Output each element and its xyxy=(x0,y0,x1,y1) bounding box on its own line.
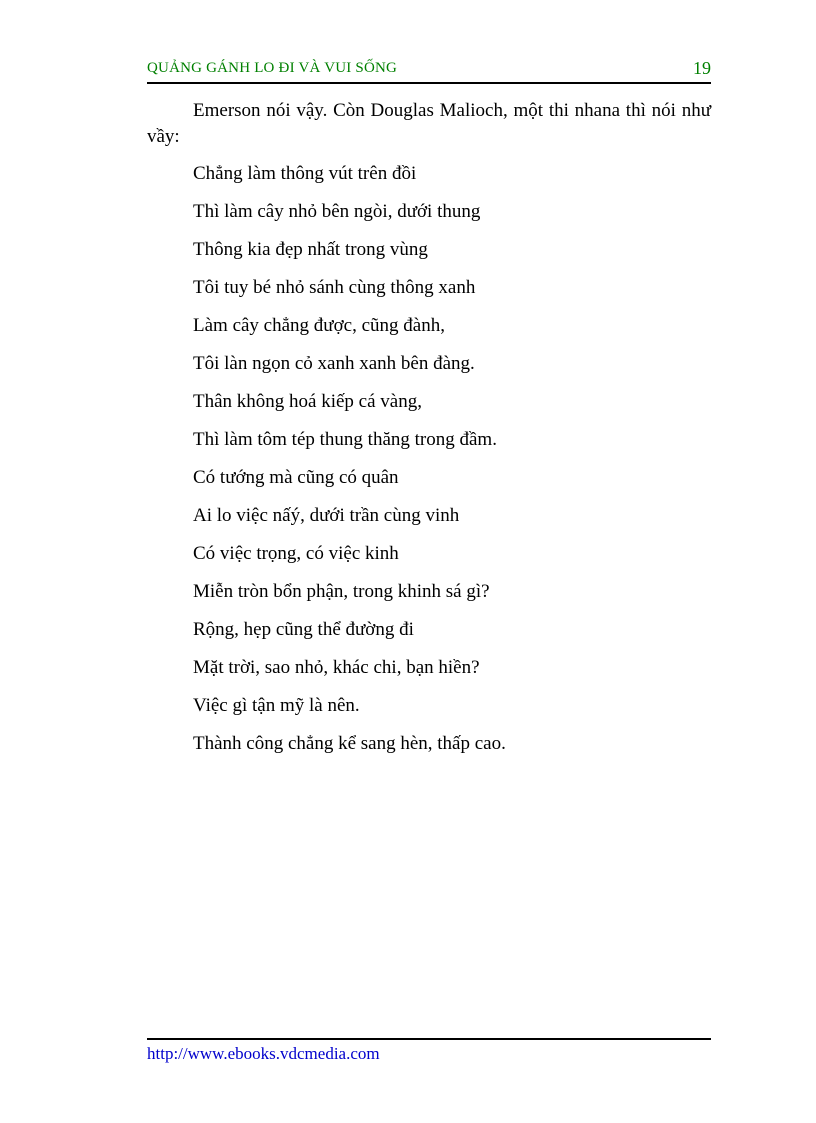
poem-line: Thông kia đẹp nhất trong vùng xyxy=(193,239,428,260)
poem-line: Có tướng mà cũng có quân xyxy=(193,467,399,488)
poem-line: Tôi làn ngọn cỏ xanh xanh bên đàng. xyxy=(193,353,475,374)
intro-paragraph: Emerson nói vậy. Còn Douglas Malioch, một thi nhana thì nói như vầy: xyxy=(147,100,711,147)
poem-line: Làm cây chẳng được, cũng đành, xyxy=(193,315,445,336)
poem-line: Việc gì tận mỹ là nên. xyxy=(193,695,360,716)
poem-line: Thì làm cây nhỏ bên ngòi, dưới thung xyxy=(193,201,481,222)
book-title: QUẢNG GÁNH LO ĐI VÀ VUI SỐNG xyxy=(147,60,398,76)
poem-line: Rộng, hẹp cũng thể đường đi xyxy=(193,619,414,640)
poem-line: Chẳng làm thông vút trên đồi xyxy=(193,163,417,184)
poem-line: Thì làm tôm tép thung thăng trong đầm. xyxy=(193,429,497,450)
poem-line: Thành công chẳng kể sang hèn, thấp cao. xyxy=(193,733,506,754)
poem-line: Có việc trọng, có việc kinh xyxy=(193,543,399,564)
poem-line: Miễn tròn bổn phận, trong khinh sá gì? xyxy=(193,581,490,602)
poem-line: Tôi tuy bé nhỏ sánh cùng thông xanh xyxy=(193,277,476,298)
poem-line: Mặt trời, sao nhỏ, khác chi, bạn hiền? xyxy=(193,657,480,678)
page-number: 19 xyxy=(693,58,711,78)
poem-line: Thân không hoá kiếp cá vàng, xyxy=(193,391,422,412)
footer-divider xyxy=(147,1038,711,1040)
page-header xyxy=(147,58,711,84)
footer-link[interactable]: http://www.ebooks.vdcmedia.com xyxy=(147,1044,380,1063)
poem xyxy=(193,161,711,769)
poem-line: Ai lo việc nấý, dưới trần cùng vinh xyxy=(193,505,460,526)
